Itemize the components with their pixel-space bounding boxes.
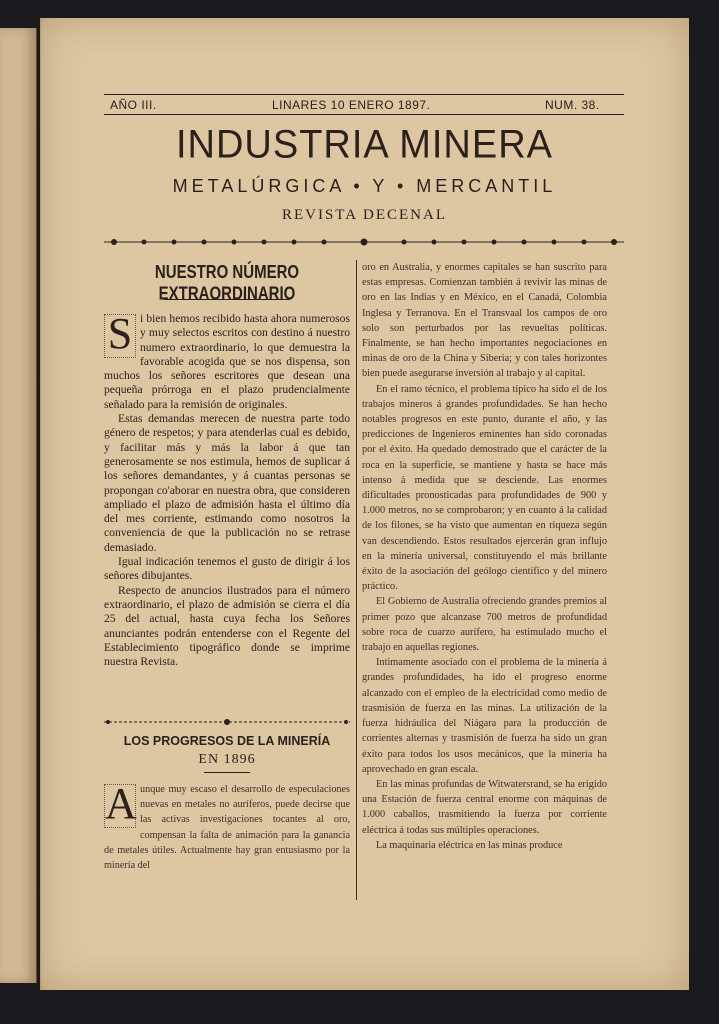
paragraph: Igual indicación tenemos el gusto de dirigir á los señores dibujantes. [104, 555, 350, 583]
previous-page-edge [0, 28, 37, 983]
issue-place-date: LINARES 10 ENERO 1897. [272, 98, 431, 112]
article-progresos-continuation [362, 260, 607, 853]
heading-underline [204, 772, 250, 773]
dropcap-s: S [104, 314, 136, 358]
article-heading-year: EN 1896 [198, 752, 256, 767]
paragraph: El Gobierno de Australia ofreciendo grandes premios al primer pozo que alcanzase 700 metros de profundidad sobre roca de cuarzo aurífero, ha estimulado mucho el trabajo en aquellas regiones. [362, 596, 607, 654]
heading-underline [164, 299, 290, 300]
article-extraordinario-body [104, 309, 350, 669]
issue-number: NUM. 38. [545, 98, 600, 112]
paragraph: La maquinaria eléctrica en las minas produce [376, 839, 563, 851]
newspaper-subtitle: METALÚRGICA • Y • MERCANTIL [172, 176, 557, 196]
article-heading-extraordinario: NUESTRO NÚMERO EXTRAORDINARIO [154, 261, 300, 305]
paragraph-text: unque muy escaso el desarrollo de especulaciones nuevas en metales no auríferos, puede decirse que las activas investigaciones tocantes al oro, compensan la falta de animación para la ganancia de metales útiles. Actualmente hay gran entusiasmo por la minería del [104, 784, 350, 872]
page-gutter-shadow [36, 18, 42, 990]
paragraph [104, 309, 350, 412]
masthead-top-rule [104, 94, 624, 95]
paragraph-text: i bien hemos recibido hasta ahora numerosos y muy selectos escritos con destino á nuestro numero extraordinario, lo que demuestra la favorable acogida que se nos dispensa, son muchos los señores escritores que desean una pequeña prórroga en el plazo prudencialmente señalado para la remisión de originales. [104, 312, 350, 411]
paragraph: Intimamente asociado con el problema de la minería á grandes profundidades, ha ido el progreso enorme alcanzado con el empleo de la electricidad como medio de trasmisión de fuerza en las minas. La utilización de la fuerza hidráulica del Niágara para la producción de corrientes alternas y trasmisión de fuerza ha sido un gran éxito para todos los usos mecánicos, que la minería ha aprovechado en gran escala. [362, 657, 607, 775]
paragraph [104, 779, 350, 873]
article-heading-progresos: LOS PROGRESOS DE LA MINERÍA [123, 734, 331, 748]
paragraph: oro en Australia, y enormes capitales se han suscrito para estas empresas. Comienzan también á revivir las minas de oro en las Indias y en México, en el Canadá, Colombia Inglesa y Terranova. En el Transvaal los campos de oro solo son perturbados por las revueltas políticas. Finalmente, se han hecho importantes negociaciones en minas de oro de la China y Siberia; y con tales horizontes bien puede asegurarse inversión al trabajo y al capital. [362, 262, 607, 380]
paragraph: En las minas profundas de Witwatersrand, se ha erigido una Estación de fuerza central enorme con máquinas de 1.000 caballos, trasmitiendo la fuerza por corriente eléctrica á todas sus múltiples operaciones. [362, 778, 607, 836]
newspaper-periodicity: REVISTA DECENAL [281, 207, 448, 223]
ornament-divider [104, 236, 624, 248]
column-separator [356, 260, 357, 900]
article-progresos-body [104, 779, 350, 873]
dropcap-a: A [105, 779, 137, 828]
paragraph: En el ramo técnico, el problema típico ha sido el de los trabajos mineros á grandes profundidades. Se han hecho notables progresos en este punto, durante el año, y las predicciones de Ingenieros eminentes han sido coronadas por el éxito. Ha quedado demostrado que el carácter de la roca en la superficie, se mantiene y hasta se hace más intenso á medida que se desciende. Las enormes dificultades pronosticadas para profundidades de 900 y 1.000 metros, no se comprobaron; y en cuanto á la calidad de los filones, se ha visto que aumentan en riqueza según van descendiendo. Estos resultados ejercerán gran influjo en la minería universal, constituyendo el más brillante éxito de la asociación del geólogo científico y del minero práctico. [362, 383, 607, 593]
issue-year: AÑO III. [110, 98, 157, 112]
paragraph: Estas demandas merecen de nuestra parte todo género de respetos; y para atenderlas cual es debido, y facilitar más y más la labor á que tan generosamente se nos estimula, hemos de suplicar á los señores demandantes, y á cuantas personas se propongan co'aborar en nuestra obra, que consideren ampliado el plazo de admisión hasta el último día del mes corriente, estimando como nosotros la conveniencia de que la publicación no se retrase demasiado. [104, 412, 350, 554]
paragraph: Respecto de anuncios ilustrados para el número extraordinario, el plazo de admisión se cierra el día 25 del actual, hasta cuya fecha los Señores anunciantes podrán entenderse con el Regente del Establecimiento tipográfico donde se imprime nuestra Revista. [104, 583, 350, 669]
newspaper-title: INDUSTRIA MINERA [175, 122, 554, 168]
ornament-divider-small [104, 718, 350, 726]
newspaper-page [40, 18, 689, 990]
masthead-bottom-rule [104, 114, 624, 115]
